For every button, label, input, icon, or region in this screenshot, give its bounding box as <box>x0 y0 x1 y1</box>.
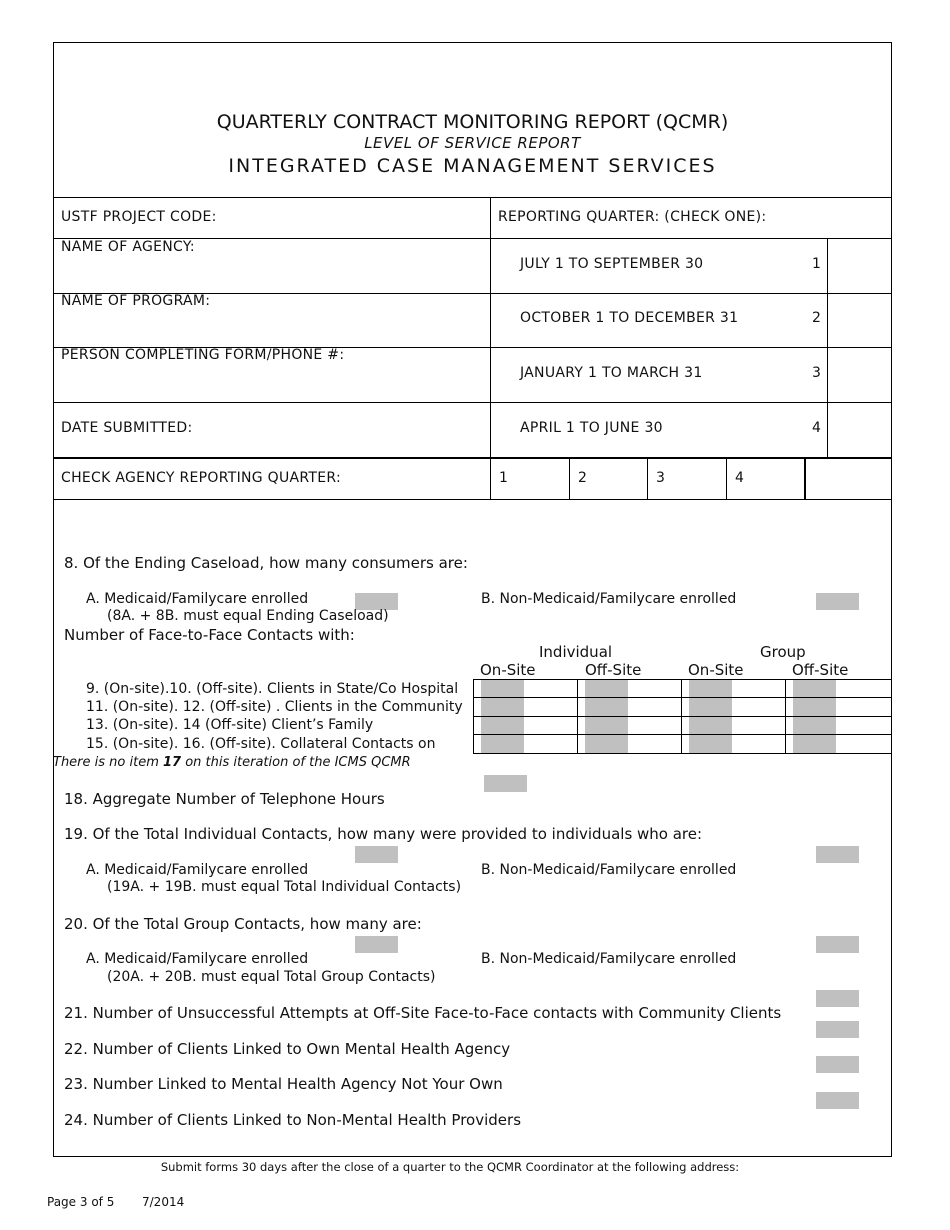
quarter-label: OCTOBER 1 TO DECEMBER 31 <box>520 310 739 326</box>
q8b-label: B. Non-Medicaid/Familycare enrolled <box>481 591 737 607</box>
q8b-input[interactable] <box>816 593 859 610</box>
divider <box>569 458 570 499</box>
program-name-label: NAME OF PROGRAM: <box>61 293 211 309</box>
group-header: Group <box>760 643 806 661</box>
q23-input[interactable] <box>816 1056 859 1073</box>
item17-note: There is no item 17 on this iteration of the ICMS QCMR <box>53 755 411 770</box>
check-option-1[interactable]: 1 <box>499 470 509 486</box>
col-header: On-Site <box>480 661 536 679</box>
quarter-number: 4 <box>812 420 822 436</box>
col-header: Off-Site <box>792 661 849 679</box>
q20a-input[interactable] <box>355 936 398 953</box>
quarter-label: JULY 1 TO SEPTEMBER 30 <box>520 256 704 272</box>
divider <box>647 458 648 499</box>
page-number: Page 3 of 5 <box>47 1195 115 1209</box>
contacts-title: Number of Face-to-Face Contacts with: <box>64 626 355 644</box>
q20b-label: B. Non-Medicaid/Familycare enrolled <box>481 951 737 967</box>
ustf-code-label: USTF PROJECT CODE: <box>61 209 217 225</box>
q18-input[interactable] <box>484 775 527 792</box>
divider <box>804 458 806 499</box>
date-submitted-label: DATE SUBMITTED: <box>61 420 193 436</box>
contact-row-label: 13. (On-site). 14 (Off-site) Client’s Family <box>86 717 374 733</box>
q19b-input[interactable] <box>816 846 859 863</box>
q20-note: (20A. + 20B. must equal Total Group Contacts) <box>107 969 436 985</box>
col-header: Off-Site <box>585 661 642 679</box>
q21-text: 21. Number of Unsuccessful Attempts at Off-Site Face-to-Face contacts with Community Clients <box>64 1004 782 1022</box>
program-title: INTEGRATED CASE MANAGEMENT SERVICES <box>228 155 717 177</box>
quarter-label: JANUARY 1 TO MARCH 31 <box>520 365 703 381</box>
q19-note: (19A. + 19B. must equal Total Individual Contacts) <box>107 879 462 895</box>
q24-text: 24. Number of Clients Linked to Non-Mental Health Providers <box>64 1111 522 1129</box>
quarter-checkbox[interactable] <box>829 295 889 346</box>
check-option-2[interactable]: 2 <box>578 470 588 486</box>
revision-date: 7/2014 <box>142 1195 185 1209</box>
grid-line <box>473 697 891 698</box>
quarter-number: 1 <box>812 256 822 272</box>
quarter-checkbox[interactable] <box>829 240 889 292</box>
q19-text: 19. Of the Total Individual Contacts, how many were provided to individuals who are: <box>64 825 703 843</box>
q22-input[interactable] <box>816 1021 859 1038</box>
q8a-label: A. Medicaid/Familycare enrolled <box>86 591 309 607</box>
col-header: On-Site <box>688 661 744 679</box>
agency-name-label: NAME OF AGENCY: <box>61 239 195 255</box>
contact-row-label: 15. (On-site). 16. (Off-site). Collateral Contacts on <box>86 736 436 752</box>
q20-text: 20. Of the Total Group Contacts, how many are: <box>64 915 422 933</box>
form-title: QUARTERLY CONTRACT MONITORING REPORT (QCMR) <box>216 111 729 133</box>
grid-line <box>473 716 891 717</box>
q24-input[interactable] <box>816 1092 859 1109</box>
quarter-number: 3 <box>812 365 822 381</box>
divider <box>53 197 891 198</box>
grid-line <box>473 753 891 754</box>
submit-instructions: Submit forms 30 days after the close of a quarter to the QCMR Coordinator at the following address: <box>160 1160 740 1174</box>
q22-text: 22. Number of Clients Linked to Own Mental Health Agency <box>64 1040 511 1058</box>
quarter-checkbox[interactable] <box>829 404 889 456</box>
quarter-label: APRIL 1 TO JUNE 30 <box>520 420 663 436</box>
q18-text: 18. Aggregate Number of Telephone Hours <box>64 790 385 808</box>
divider <box>53 457 891 459</box>
q19b-label: B. Non-Medicaid/Familycare enrolled <box>481 862 737 878</box>
q20a-label: A. Medicaid/Familycare enrolled <box>86 951 309 967</box>
divider <box>726 458 727 499</box>
q19a-input[interactable] <box>355 846 398 863</box>
check-option-4[interactable]: 4 <box>735 470 745 486</box>
person-label: PERSON COMPLETING FORM/PHONE #: <box>61 347 345 363</box>
divider <box>53 402 891 403</box>
grid-line <box>473 734 891 735</box>
quarter-number: 2 <box>812 310 822 326</box>
individual-header: Individual <box>539 643 613 661</box>
check-option-3[interactable]: 3 <box>656 470 666 486</box>
contact-row-label: 11. (On-site). 12. (Off-site) . Clients in the Community <box>86 699 463 715</box>
check-quarter-label: CHECK AGENCY REPORTING QUARTER: <box>61 470 342 486</box>
q19a-label: A. Medicaid/Familycare enrolled <box>86 862 309 878</box>
quarter-checkbox[interactable] <box>829 349 889 401</box>
reporting-quarter-label: REPORTING QUARTER: (CHECK ONE): <box>498 209 767 225</box>
q23-text: 23. Number Linked to Mental Health Agency Not Your Own <box>64 1075 503 1093</box>
q8-text: 8. Of the Ending Caseload, how many consumers are: <box>64 554 468 572</box>
divider <box>53 499 891 500</box>
contact-row-label: 9. (On-site).10. (Off-site). Clients in State/Co Hospital <box>86 681 459 697</box>
divider <box>490 197 491 499</box>
q8-note: (8A. + 8B. must equal Ending Caseload) <box>107 608 389 624</box>
form-subtitle: LEVEL OF SERVICE REPORT <box>364 134 581 152</box>
q20b-input[interactable] <box>816 936 859 953</box>
divider <box>827 238 828 457</box>
q21-input[interactable] <box>816 990 859 1007</box>
